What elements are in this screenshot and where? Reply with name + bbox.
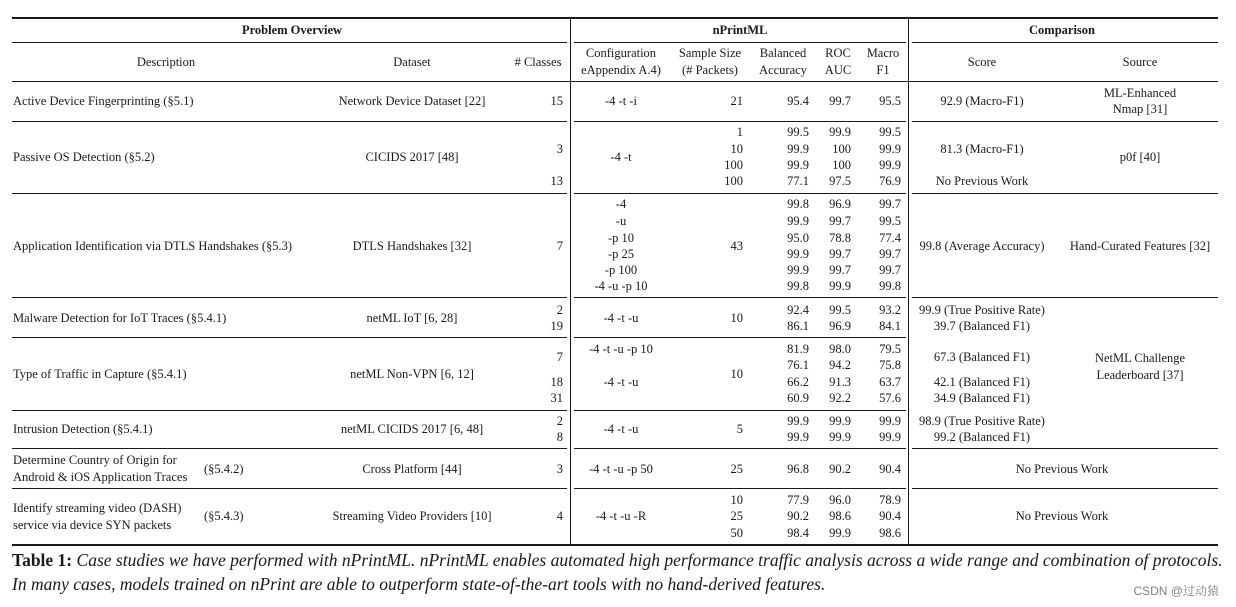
score-cell: 67.3 (Balanced F1) — [933, 350, 1031, 364]
roc-auc-cell: 90.2 — [829, 462, 851, 476]
macro-f1-cell: 99.8 — [879, 279, 901, 293]
group-header-problem-overview: Problem Overview — [241, 23, 343, 37]
classes-cell: 2 — [556, 414, 563, 428]
section-ref: (§5.4.3) — [204, 509, 244, 523]
col-header-source: Source — [1122, 55, 1158, 69]
sample-size-cell: 25 — [730, 462, 743, 476]
row-rule — [12, 337, 567, 338]
balanced-accuracy-cell: 99.9 — [787, 247, 809, 261]
row-rule — [12, 121, 567, 122]
macro-f1-cell: 99.7 — [879, 247, 901, 261]
description-cell: Intrusion Detection (§5.4.1) — [13, 422, 153, 436]
macro-f1-cell: 90.4 — [879, 462, 901, 476]
roc-auc-cell: 96.0 — [829, 493, 851, 507]
balanced-accuracy-cell: 77.9 — [787, 493, 809, 507]
macro-f1-cell: 99.7 — [879, 263, 901, 277]
col-header-configuration-sub: eAppendix A.4) — [581, 63, 661, 77]
sample-size-cell: 5 — [736, 422, 743, 436]
configuration-cell: -p 100 — [604, 263, 638, 277]
roc-auc-cell: 99.7 — [829, 214, 851, 228]
roc-auc-cell: 98.6 — [829, 509, 851, 523]
sample-size-cell: 100 — [724, 174, 743, 188]
macro-f1-cell: 75.8 — [879, 358, 901, 372]
col-header-roc-auc-sub: AUC — [824, 63, 852, 77]
sample-size-cell: 10 — [730, 142, 743, 156]
description-cell: service via device SYN packets — [13, 518, 172, 532]
roc-auc-cell: 99.9 — [829, 526, 851, 540]
roc-auc-cell: 94.2 — [829, 358, 851, 372]
roc-auc-cell: 98.0 — [829, 342, 851, 356]
classes-cell: 15 — [550, 94, 563, 108]
row-rule — [574, 121, 906, 122]
roc-auc-cell: 91.3 — [829, 375, 851, 389]
classes-cell: 18 — [550, 375, 563, 389]
balanced-accuracy-cell: 99.9 — [787, 142, 809, 156]
balanced-accuracy-cell: 99.9 — [787, 430, 809, 444]
classes-cell: 7 — [556, 239, 563, 253]
sample-size-cell: 10 — [730, 311, 743, 325]
divider-nprintml-comparison — [908, 17, 909, 544]
configuration-cell: -4 -t -u — [603, 311, 639, 325]
macro-f1-cell: 99.5 — [879, 214, 901, 228]
balanced-accuracy-cell: 95.0 — [787, 231, 809, 245]
configuration-cell: -4 -t -u — [603, 422, 639, 436]
score-cell: No Previous Work — [935, 174, 1029, 188]
configuration-cell: -4 -t — [610, 150, 632, 164]
macro-f1-cell: 76.9 — [879, 174, 901, 188]
roc-auc-cell: 99.5 — [829, 303, 851, 317]
dataset-cell: Streaming Video Providers [10] — [332, 509, 492, 523]
roc-auc-cell: 78.8 — [829, 231, 851, 245]
row-rule — [12, 297, 567, 298]
col-header-sample-size-sub: (# Packets) — [682, 63, 738, 77]
group-underline-nprintml — [574, 42, 906, 43]
group-underline-problem — [12, 42, 567, 43]
dataset-cell: CICIDS 2017 [48] — [365, 150, 459, 164]
col-header-sample-size: Sample Size — [678, 46, 742, 60]
macro-f1-cell: 99.5 — [879, 125, 901, 139]
macro-f1-cell: 99.7 — [879, 197, 901, 211]
balanced-accuracy-cell: 60.9 — [787, 391, 809, 405]
group-header-nprintml: nPrintML — [712, 23, 768, 37]
roc-auc-cell: 99.7 — [829, 247, 851, 261]
row-rule — [12, 410, 567, 411]
configuration-cell: -4 -u -p 10 — [594, 279, 648, 293]
macro-f1-cell: 57.6 — [879, 391, 901, 405]
sample-size-cell: 25 — [730, 509, 743, 523]
balanced-accuracy-cell: 95.4 — [787, 94, 809, 108]
source-cell-netml: Leaderboard [37] — [1096, 368, 1184, 382]
score-cell: No Previous Work — [1015, 462, 1109, 476]
caption-text: Case studies we have performed with nPrintML. nPrintML enables automated high performance traffic analysis across a wide range and combination of protocols. In many cases, models trained on nPrint are able to outperform state-of-the-art tools with no hand-derived features. — [12, 550, 1223, 594]
balanced-accuracy-cell: 99.9 — [787, 263, 809, 277]
roc-auc-cell: 99.9 — [829, 125, 851, 139]
classes-cell: 19 — [550, 319, 563, 333]
macro-f1-cell: 98.6 — [879, 526, 901, 540]
macro-f1-cell: 99.9 — [879, 414, 901, 428]
roc-auc-cell: 99.9 — [829, 414, 851, 428]
configuration-cell: -4 -t -u -p 50 — [589, 462, 653, 476]
score-cell: 99.9 (True Positive Rate) — [919, 303, 1045, 317]
row-rule — [574, 337, 906, 338]
classes-cell: 31 — [550, 391, 563, 405]
balanced-accuracy-cell: 86.1 — [787, 319, 809, 333]
roc-auc-cell: 99.9 — [829, 279, 851, 293]
macro-f1-cell: 95.5 — [879, 94, 901, 108]
sample-size-cell: 43 — [730, 239, 743, 253]
score-cell: 92.9 (Macro-F1) — [940, 94, 1024, 108]
row-rule — [574, 488, 906, 489]
sample-size-cell: 50 — [730, 526, 743, 540]
configuration-cell: -4 -t -u — [603, 375, 639, 389]
row-rule — [574, 410, 906, 411]
row-rule — [12, 193, 567, 194]
balanced-accuracy-cell: 99.8 — [787, 197, 809, 211]
balanced-accuracy-cell: 66.2 — [787, 375, 809, 389]
col-header-dataset: Dataset — [393, 55, 431, 69]
col-header-roc-auc: ROC — [825, 46, 851, 60]
description-cell: Application Identification via DTLS Handshakes (§5.3) — [13, 239, 293, 253]
row-rule — [912, 193, 1218, 194]
row-rule — [912, 297, 1218, 298]
score-cell: 98.9 (True Positive Rate) — [919, 414, 1045, 428]
col-header-classes: # Classes — [514, 55, 562, 69]
roc-auc-cell: 92.2 — [829, 391, 851, 405]
row-rule — [912, 448, 1218, 449]
macro-f1-cell: 79.5 — [879, 342, 901, 356]
sample-size-cell: 10 — [730, 367, 743, 381]
col-header-macro-f1-sub: F1 — [876, 63, 890, 77]
macro-f1-cell: 99.9 — [879, 142, 901, 156]
group-header-comparison: Comparison — [1029, 23, 1095, 37]
source-cell: ML-Enhanced — [1103, 86, 1177, 100]
classes-cell: 3 — [556, 462, 563, 476]
roc-auc-cell: 100 — [832, 158, 851, 172]
configuration-cell: -4 -t -u -R — [595, 509, 647, 523]
macro-f1-cell: 77.4 — [879, 231, 901, 245]
source-cell-netml: NetML Challenge — [1094, 351, 1186, 365]
roc-auc-cell: 99.7 — [829, 94, 851, 108]
balanced-accuracy-cell: 92.4 — [787, 303, 809, 317]
roc-auc-cell: 97.5 — [829, 174, 851, 188]
score-cell: 81.3 (Macro-F1) — [940, 142, 1024, 156]
classes-cell: 4 — [556, 509, 563, 523]
macro-f1-cell: 99.9 — [879, 430, 901, 444]
macro-f1-cell: 93.2 — [879, 303, 901, 317]
row-rule — [574, 448, 906, 449]
col-header-description: Description — [136, 55, 196, 69]
row-rule — [912, 488, 1218, 489]
description-cell: Determine Country of Origin for — [13, 453, 177, 467]
sample-size-cell: 100 — [724, 158, 743, 172]
score-cell: No Previous Work — [1015, 509, 1109, 523]
balanced-accuracy-cell: 77.1 — [787, 174, 809, 188]
macro-f1-cell: 78.9 — [879, 493, 901, 507]
macro-f1-cell: 90.4 — [879, 509, 901, 523]
description-cell: Active Device Fingerprinting (§5.1) — [13, 94, 194, 108]
caption-label: Table 1: — [12, 550, 73, 570]
configuration-cell: -p 10 — [607, 231, 635, 245]
classes-cell: 2 — [556, 303, 563, 317]
source-cell: Hand-Curated Features [32] — [1069, 239, 1211, 253]
source-cell: p0f [40] — [1119, 150, 1161, 164]
balanced-accuracy-cell: 98.4 — [787, 526, 809, 540]
description-cell: Type of Traffic in Capture (§5.4.1) — [13, 367, 187, 381]
col-header-balanced-accuracy: Balanced — [759, 46, 807, 60]
col-header-score: Score — [967, 55, 997, 69]
balanced-accuracy-cell: 99.9 — [787, 158, 809, 172]
balanced-accuracy-cell: 76.1 — [787, 358, 809, 372]
col-header-macro-f1: Macro — [866, 46, 900, 60]
row-rule — [574, 193, 906, 194]
configuration-cell: -p 25 — [607, 247, 635, 261]
description-cell: Passive OS Detection (§5.2) — [13, 150, 155, 164]
dataset-cell: Network Device Dataset [22] — [338, 94, 486, 108]
roc-auc-cell: 96.9 — [829, 197, 851, 211]
bottom-rule — [12, 544, 1218, 546]
configuration-cell: -u — [615, 214, 627, 228]
row-rule — [12, 448, 567, 449]
description-cell: Malware Detection for IoT Traces (§5.4.1) — [13, 311, 227, 325]
group-underline-comparison — [912, 42, 1218, 43]
description-cell: Identify streaming video (DASH) — [13, 501, 182, 515]
balanced-accuracy-cell: 90.2 — [787, 509, 809, 523]
watermark: CSDN @过动猿 — [1133, 584, 1219, 598]
macro-f1-cell: 84.1 — [879, 319, 901, 333]
table-caption — [12, 548, 1227, 596]
section-ref: (§5.4.2) — [204, 462, 244, 476]
description-cell: Android & iOS Application Traces — [13, 470, 188, 484]
macro-f1-cell: 63.7 — [879, 375, 901, 389]
sample-size-cell: 21 — [730, 94, 743, 108]
roc-auc-cell: 100 — [832, 142, 851, 156]
divider-overview-nprintml — [570, 17, 571, 544]
header-bottom-rule — [12, 81, 1218, 82]
score-cell: 34.9 (Balanced F1) — [933, 391, 1031, 405]
score-cell: 99.2 (Balanced F1) — [933, 430, 1031, 444]
roc-auc-cell: 99.7 — [829, 263, 851, 277]
configuration-cell: -4 -t -u -p 10 — [589, 342, 653, 356]
balanced-accuracy-cell: 99.8 — [787, 279, 809, 293]
row-rule — [12, 488, 567, 489]
dataset-cell: Cross Platform [44] — [362, 462, 462, 476]
col-header-configuration: Configuration — [585, 46, 657, 60]
sample-size-cell: 1 — [736, 125, 743, 139]
score-cell: 99.8 (Average Accuracy) — [919, 239, 1045, 253]
balanced-accuracy-cell: 96.8 — [787, 462, 809, 476]
dataset-cell: DTLS Handshakes [32] — [352, 239, 472, 253]
balanced-accuracy-cell: 99.9 — [787, 214, 809, 228]
row-rule — [912, 121, 1218, 122]
sample-size-cell: 10 — [730, 493, 743, 507]
dataset-cell: netML IoT [6, 28] — [366, 311, 458, 325]
col-header-balanced-accuracy-sub: Accuracy — [759, 63, 807, 77]
configuration-cell: -4 — [615, 197, 627, 211]
dataset-cell: netML CICIDS 2017 [6, 48] — [340, 422, 484, 436]
classes-cell: 13 — [550, 174, 563, 188]
macro-f1-cell: 99.9 — [879, 158, 901, 172]
classes-cell: 8 — [556, 430, 563, 444]
balanced-accuracy-cell: 81.9 — [787, 342, 809, 356]
roc-auc-cell: 96.9 — [829, 319, 851, 333]
dataset-cell: netML Non-VPN [6, 12] — [350, 367, 474, 381]
score-cell: 39.7 (Balanced F1) — [933, 319, 1031, 333]
classes-cell: 7 — [556, 350, 563, 364]
balanced-accuracy-cell: 99.5 — [787, 125, 809, 139]
score-cell: 42.1 (Balanced F1) — [933, 375, 1031, 389]
row-rule — [574, 297, 906, 298]
top-rule — [12, 17, 1218, 19]
roc-auc-cell: 99.9 — [829, 430, 851, 444]
classes-cell: 3 — [556, 142, 563, 156]
source-cell: Nmap [31] — [1112, 102, 1168, 116]
balanced-accuracy-cell: 99.9 — [787, 414, 809, 428]
configuration-cell: -4 -t -i — [605, 94, 637, 108]
